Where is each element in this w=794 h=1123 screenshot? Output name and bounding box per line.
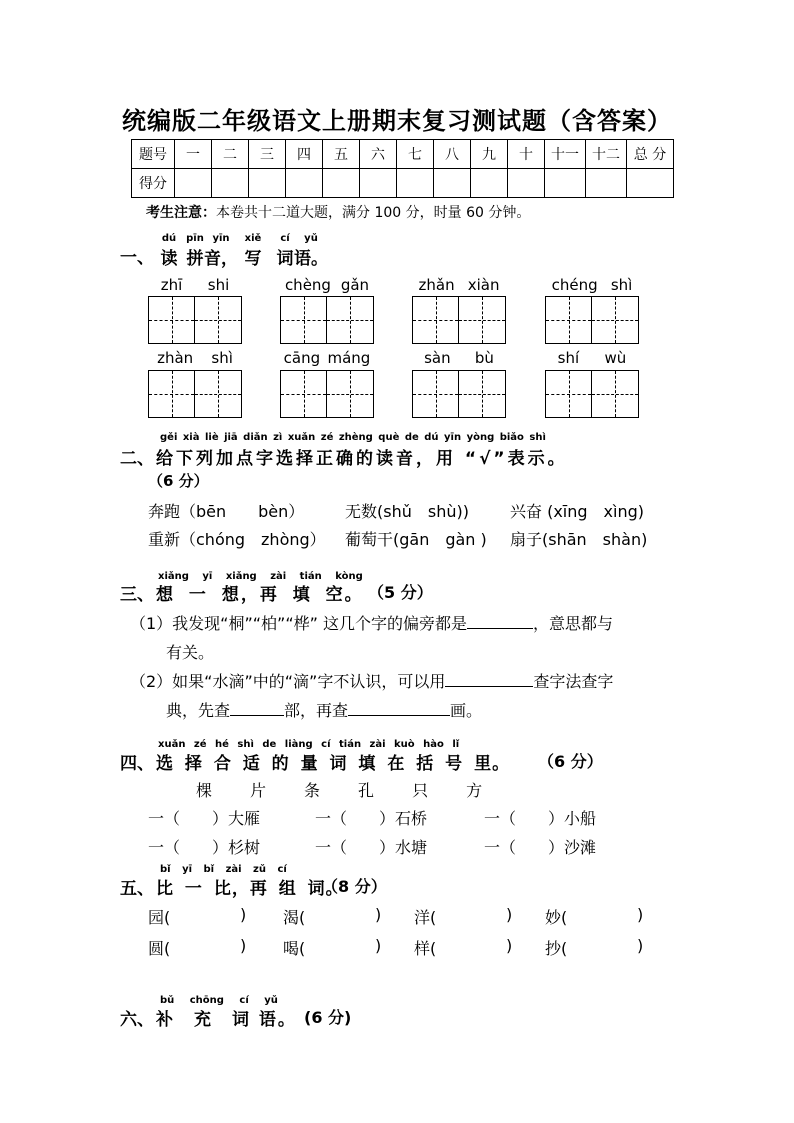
heading-punct: 。 xyxy=(311,249,328,269)
pinyin-syllable: chèng xyxy=(284,276,331,294)
measure-word-blank[interactable]: 一（ ）沙滩 xyxy=(484,838,597,857)
score-input-cell[interactable] xyxy=(627,169,674,198)
pinyin-pair xyxy=(280,349,374,367)
heading-char: 读 xyxy=(160,249,178,269)
score-header-cell: 十 xyxy=(508,140,545,169)
pronunciation-choice[interactable]: 重新（chóng zhòng） xyxy=(148,530,326,549)
writing-grid[interactable] xyxy=(412,296,506,344)
s1-heading xyxy=(156,233,328,269)
s5-score: （8 分） xyxy=(322,877,387,896)
s4-score: （6 分） xyxy=(538,752,603,771)
pronunciation-choice[interactable]: 奔跑（bēn bèn） xyxy=(148,502,305,521)
note-label: 考生注意： xyxy=(146,205,216,221)
s6-pinyin: bǔ chōng cí yǔ xyxy=(160,995,278,1006)
pinyin-syllable: cāng xyxy=(283,349,321,367)
s2-score: （6 分） xyxy=(148,472,209,490)
score-input-cell[interactable] xyxy=(323,169,360,198)
s1-char-with-pinyin xyxy=(156,233,182,269)
pinyin-syllable: bù xyxy=(474,349,494,367)
close-paren: ) xyxy=(637,905,644,924)
s5-number: 五、 xyxy=(120,879,154,899)
heading-char-group xyxy=(204,244,238,269)
score-label-cell: 得分 xyxy=(132,169,175,198)
measure-word: 孔 xyxy=(358,781,375,800)
close-paren: ) xyxy=(637,936,644,955)
measure-word-blank[interactable]: 一（ ）水塘 xyxy=(315,838,428,857)
compare-char: 渴( xyxy=(283,908,306,927)
s3-q2 xyxy=(130,669,613,692)
score-header-cell: 四 xyxy=(286,140,323,169)
score-header-cell: 一 xyxy=(175,140,212,169)
writing-grid[interactable] xyxy=(280,370,374,418)
score-header-cell: 总 分 xyxy=(627,140,674,169)
s3-q2-text2: 典，先查 xyxy=(166,701,231,720)
word-blank[interactable] xyxy=(307,953,373,954)
pinyin-pair xyxy=(148,276,242,294)
s4-heading: 选 择 合 适 的 量 词 填 在 括 号 里。 xyxy=(156,754,511,774)
score-table xyxy=(131,139,674,198)
score-header-cell: 六 xyxy=(360,140,397,169)
heading-char-group xyxy=(245,244,262,269)
word-blank[interactable] xyxy=(569,922,635,923)
score-table-score-row xyxy=(132,169,674,198)
close-paren: ) xyxy=(506,905,513,924)
s3-q1 xyxy=(130,611,613,634)
s6-score: (6 分) xyxy=(304,1008,352,1027)
s1-char-with-pinyin xyxy=(234,233,272,269)
pinyin-syllable: sàn xyxy=(424,349,451,367)
writing-grid[interactable] xyxy=(280,296,374,344)
page-title: 统编版二年级语文上册期末复习测试题（含答案） xyxy=(122,107,672,135)
s3-q2-text: （2）如果“水滴”中的“滴”字不认识，可以用 xyxy=(130,672,446,691)
pinyin-pair xyxy=(280,276,374,294)
heading-char: 词 xyxy=(276,249,294,269)
word-blank[interactable] xyxy=(172,922,238,923)
exam-note xyxy=(146,202,530,222)
s3-score: （5 分） xyxy=(368,583,433,602)
s3-number: 三、 xyxy=(120,585,154,605)
score-header-cell: 七 xyxy=(397,140,434,169)
compare-char: 抄( xyxy=(545,939,568,958)
compare-char: 圆( xyxy=(148,939,171,958)
answer-blank[interactable] xyxy=(445,672,533,687)
writing-grid[interactable] xyxy=(545,296,639,344)
word-blank[interactable] xyxy=(172,953,238,954)
measure-word: 片 xyxy=(250,781,267,800)
measure-word-blank[interactable]: 一（ ）石桥 xyxy=(315,809,428,828)
word-blank[interactable] xyxy=(569,953,635,954)
s2-heading: 给下列加点字选择正确的读音，用 “√”表示。 xyxy=(156,449,568,469)
close-paren: ) xyxy=(240,936,247,955)
s3-q1-tail: ，意思都与 xyxy=(533,614,614,633)
pinyin-pair xyxy=(545,349,639,367)
measure-word: 条 xyxy=(304,781,321,800)
heading-char-group xyxy=(187,244,204,269)
s3-q1-cont: 有关。 xyxy=(166,643,215,662)
pinyin-syllable: shi xyxy=(207,276,230,294)
pinyin-annotation: pīn xyxy=(186,233,204,244)
measure-word: 棵 xyxy=(196,781,213,800)
s6-heading: 补 充 词 语。 xyxy=(156,1010,297,1030)
score-input-cell[interactable] xyxy=(286,169,323,198)
pinyin-syllable: máng xyxy=(327,349,371,367)
pinyin-syllable: zhǎn xyxy=(418,276,455,294)
pinyin-syllable: zhàn xyxy=(157,349,194,367)
pronunciation-choice[interactable]: 扇子(shān shàn) xyxy=(510,530,648,549)
score-input-cell[interactable] xyxy=(586,169,627,198)
s3-pinyin: xiǎng yī xiǎng zài tián kòng xyxy=(158,571,363,582)
score-input-cell[interactable] xyxy=(508,169,545,198)
pinyin-pair xyxy=(148,349,242,367)
heading-char-group xyxy=(294,244,328,269)
s1-number: 一、 xyxy=(120,248,154,268)
score-header-cell: 十二 xyxy=(586,140,627,169)
writing-grid[interactable] xyxy=(148,370,242,418)
s4-word-bank xyxy=(196,778,482,801)
s3-q2-text3: 部，再查 xyxy=(284,701,349,720)
measure-word-blank[interactable]: 一（ ）大雁 xyxy=(148,809,261,828)
score-header-cell: 题号 xyxy=(132,140,175,169)
measure-word: 方 xyxy=(466,781,483,800)
s2-number: 二、 xyxy=(120,449,154,469)
word-blank[interactable] xyxy=(307,922,373,923)
heading-punct: ， xyxy=(221,249,238,269)
s3-q1-text: （1）我发现“桐”“柏”“桦” 这几个字的偏旁都是 xyxy=(130,614,468,633)
writing-grid[interactable] xyxy=(545,370,639,418)
s4-pinyin: xuǎn zé hé shì de liàng cí tián zài kuò hào lǐ xyxy=(158,739,460,750)
heading-char: 语 xyxy=(294,249,311,269)
pinyin-pair xyxy=(545,276,639,294)
s6-number: 六、 xyxy=(120,1010,154,1030)
heading-char: 写 xyxy=(244,249,262,269)
writing-grid[interactable] xyxy=(412,370,506,418)
compare-char: 妙( xyxy=(545,908,568,927)
score-input-cell[interactable] xyxy=(434,169,471,198)
word-blank[interactable] xyxy=(438,953,504,954)
answer-blank[interactable] xyxy=(230,701,284,716)
score-input-cell[interactable] xyxy=(360,169,397,198)
pronunciation-choice[interactable]: 无数(shǔ shù)) xyxy=(345,502,469,521)
measure-word-blank[interactable]: 一（ ）小船 xyxy=(484,809,597,828)
pinyin-pair xyxy=(412,276,506,294)
pinyin-annotation: xiě xyxy=(244,233,262,244)
score-header-cell: 二 xyxy=(212,140,249,169)
heading-char-group xyxy=(161,244,178,269)
score-input-cell[interactable] xyxy=(175,169,212,198)
score-input-cell[interactable] xyxy=(471,169,508,198)
s2-pinyin: gěi xià liè jiā diǎn zì xuǎn zé zhèng què de dú yīn yòng biǎo shì xyxy=(160,432,546,443)
answer-blank[interactable] xyxy=(348,701,450,716)
pinyin-syllable: wù xyxy=(604,349,627,367)
close-paren: ) xyxy=(375,936,382,955)
pinyin-syllable: shí xyxy=(557,349,580,367)
score-input-cell[interactable] xyxy=(397,169,434,198)
compare-char: 喝( xyxy=(283,939,306,958)
measure-word: 只 xyxy=(412,781,429,800)
compare-char: 园( xyxy=(148,908,171,927)
pinyin-syllable: zhī xyxy=(160,276,183,294)
s3-heading: 想 一 想，再 填 空。 xyxy=(156,585,364,605)
s3-q2-text4: 画。 xyxy=(450,701,483,720)
s3-q2-tail: 查字法查字 xyxy=(533,672,614,691)
s1-char-with-pinyin xyxy=(294,233,328,269)
score-header-cell: 十一 xyxy=(545,140,586,169)
answer-blank[interactable] xyxy=(467,614,533,629)
close-paren: ) xyxy=(240,905,247,924)
pronunciation-choice[interactable]: 葡萄干(gān gàn ) xyxy=(345,530,487,549)
pinyin-syllable: xiàn xyxy=(467,276,500,294)
score-table-header-row xyxy=(132,140,674,169)
compare-char: 洋( xyxy=(414,908,437,927)
pinyin-annotation: dú xyxy=(161,233,177,244)
pinyin-syllable: shì xyxy=(211,349,233,367)
pinyin-syllable: gǎn xyxy=(340,276,370,294)
score-input-cell[interactable] xyxy=(545,169,586,198)
writing-grid[interactable] xyxy=(148,296,242,344)
pinyin-syllable: chéng xyxy=(551,276,598,294)
pinyin-syllable: shì xyxy=(610,276,633,294)
pronunciation-choice[interactable]: 兴奋 (xīng xìng) xyxy=(510,502,644,521)
s1-char-with-pinyin xyxy=(204,233,238,269)
heading-char-group xyxy=(277,244,294,269)
s5-heading: 比 一 比，再 组 词。 xyxy=(156,879,344,899)
pinyin-pair xyxy=(412,349,506,367)
score-input-cell[interactable] xyxy=(212,169,249,198)
s4-number: 四、 xyxy=(120,754,154,774)
compare-char: 样( xyxy=(414,939,437,958)
measure-word-blank[interactable]: 一（ ）杉树 xyxy=(148,838,261,857)
pinyin-annotation: cí xyxy=(280,233,290,244)
score-header-cell: 五 xyxy=(323,140,360,169)
s5-pinyin: bǐ yī bǐ zài zǔ cí xyxy=(160,864,287,875)
pinyin-annotation: yǔ xyxy=(304,233,318,244)
score-header-cell: 三 xyxy=(249,140,286,169)
s3-q2-cont xyxy=(166,698,482,721)
heading-char: 拼 xyxy=(186,249,204,269)
close-paren: ) xyxy=(506,936,513,955)
close-paren: ) xyxy=(375,905,382,924)
word-blank[interactable] xyxy=(438,922,504,923)
heading-char: 音 xyxy=(204,249,221,269)
score-header-cell: 八 xyxy=(434,140,471,169)
score-input-cell[interactable] xyxy=(249,169,286,198)
note-text: 本卷共十二道大题，满分 100 分，时量 60 分钟。 xyxy=(216,205,531,221)
score-header-cell: 九 xyxy=(471,140,508,169)
pinyin-annotation: yīn xyxy=(212,233,230,244)
